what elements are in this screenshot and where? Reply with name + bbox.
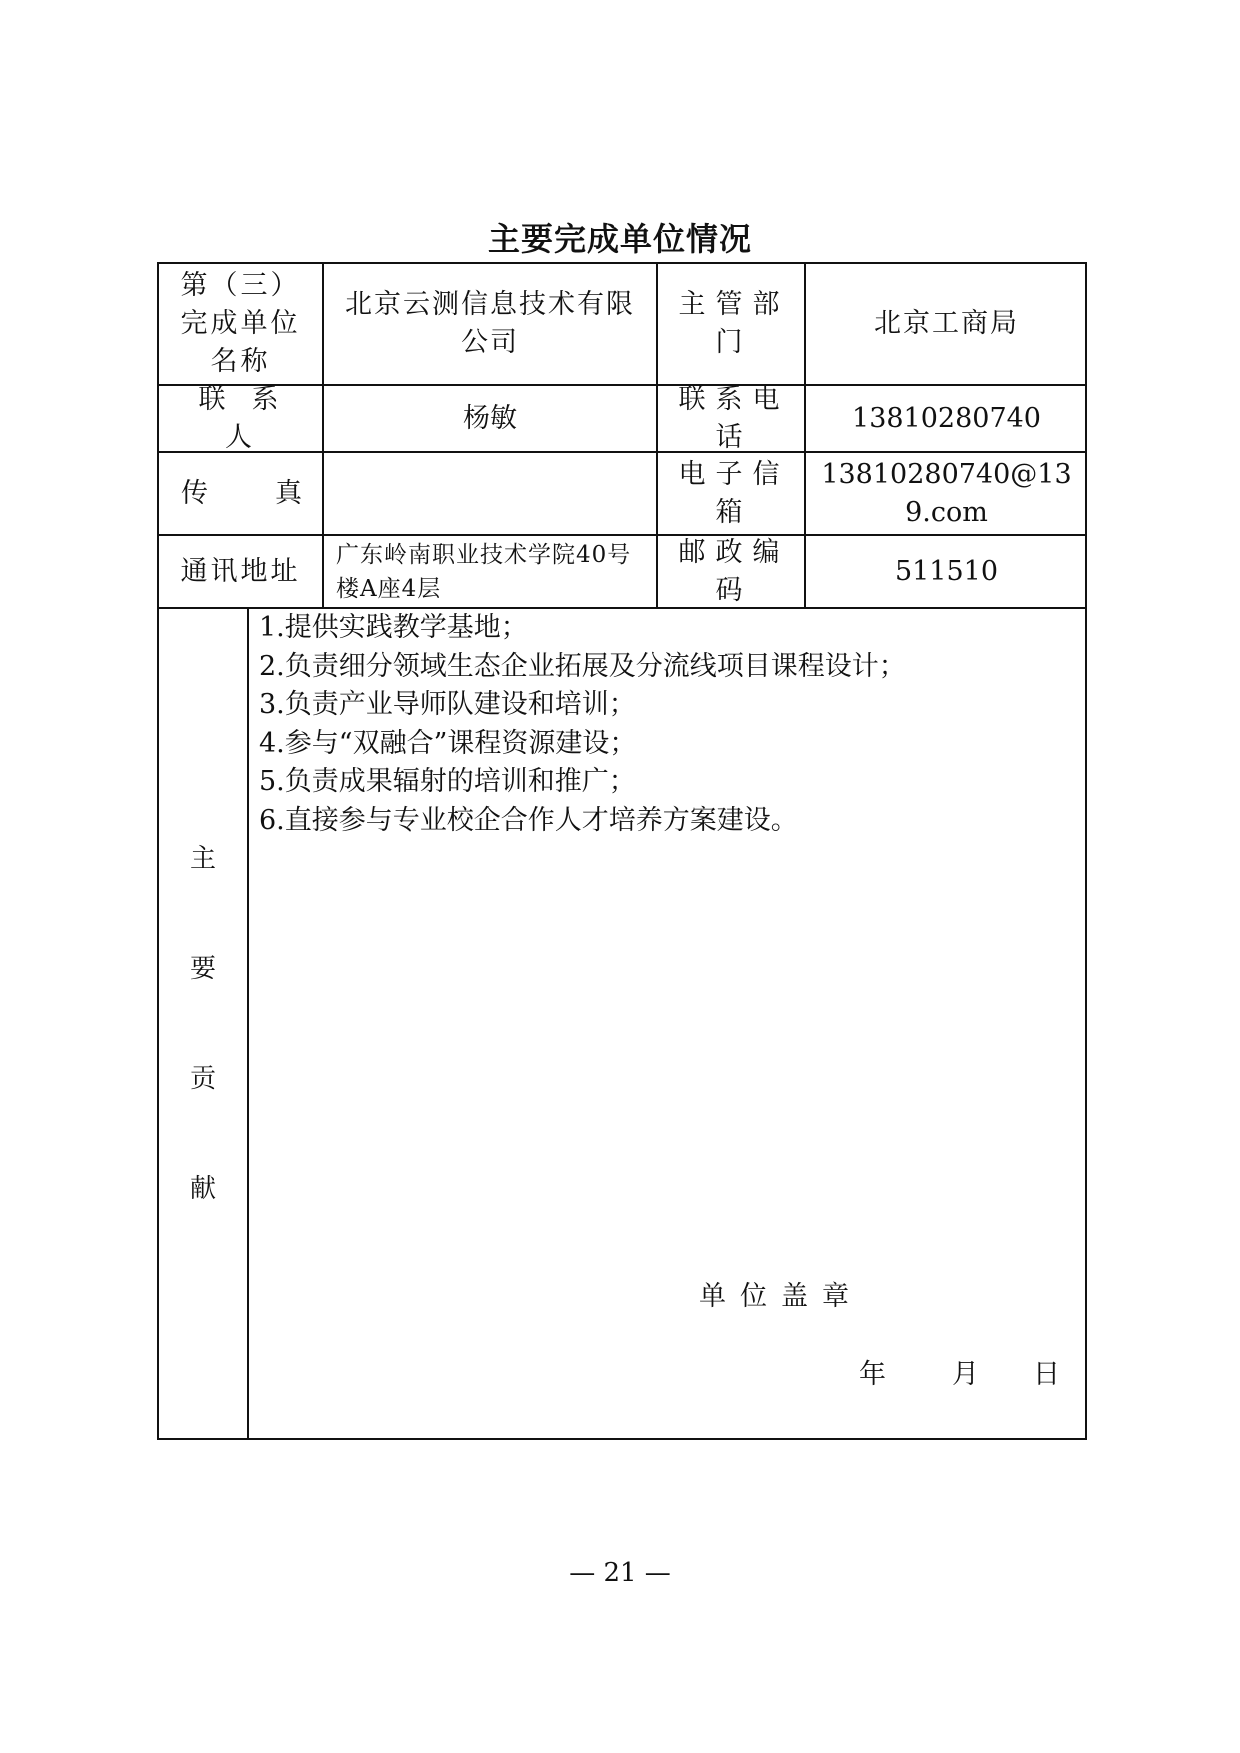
contribution-label-char: 献 [189,1173,216,1204]
date-month-label: 月 [952,1359,979,1390]
email-label: 电子信箱 [678,458,790,528]
address-label: 通讯地址 [180,555,301,587]
contribution-label [159,609,247,1438]
contribution-label-char: 要 [189,953,216,984]
contribution-item: 3.负责产业导师队建设和培训； [259,689,636,721]
contribution-label-char: 主 [189,843,216,874]
fax-label-char: 真 [275,477,302,509]
zip-label: 邮政编码 [678,536,790,606]
zip-value: 511510 [894,555,999,587]
page-title: 主要完成单位情况 [487,220,752,258]
page-number: — 21 — [569,1558,671,1588]
contribution-item: 1.提供实践教学基地； [259,612,528,643]
contribution-item: 6.直接参与专业校企合作人才培养方案建设。 [259,804,798,836]
dept-label: 主管部门 [678,289,790,358]
contact-label: 联系人 [198,383,305,453]
date-day-label: 日 [1033,1359,1060,1390]
fax-value [324,453,656,534]
unit-seal-label: 单位盖章 [699,1281,863,1312]
fax-label [159,453,322,534]
contribution-list [259,609,1073,841]
contribution-item: 2.负责细分领域生态企业拓展及分流线项目课程设计； [259,650,906,682]
contact-value: 杨敏 [463,402,517,434]
phone-label: 联系电话 [678,383,790,453]
email-value: 13810280740@139.com [821,458,1072,528]
date-year-label: 年 [859,1359,886,1390]
phone-value: 13810280740 [852,402,1041,434]
column-divider [247,607,249,1438]
contribution-item: 4.参与“双融合”课程资源建设； [259,727,637,759]
unit-info-form [157,262,1087,1440]
unit-name-label: 第（三）完成单位名称 [180,270,301,377]
unit-name-value: 北京云测信息技术有限公司 [345,289,635,358]
contribution-item: 5.负责成果辐射的培训和推广； [259,766,636,798]
fax-label-char: 传 [181,477,208,509]
address-value: 广东岭南职业技术学院40号楼A座4层 [336,541,632,602]
dept-value: 北京工商局 [874,308,1019,339]
contribution-label-char: 贡 [189,1063,216,1094]
